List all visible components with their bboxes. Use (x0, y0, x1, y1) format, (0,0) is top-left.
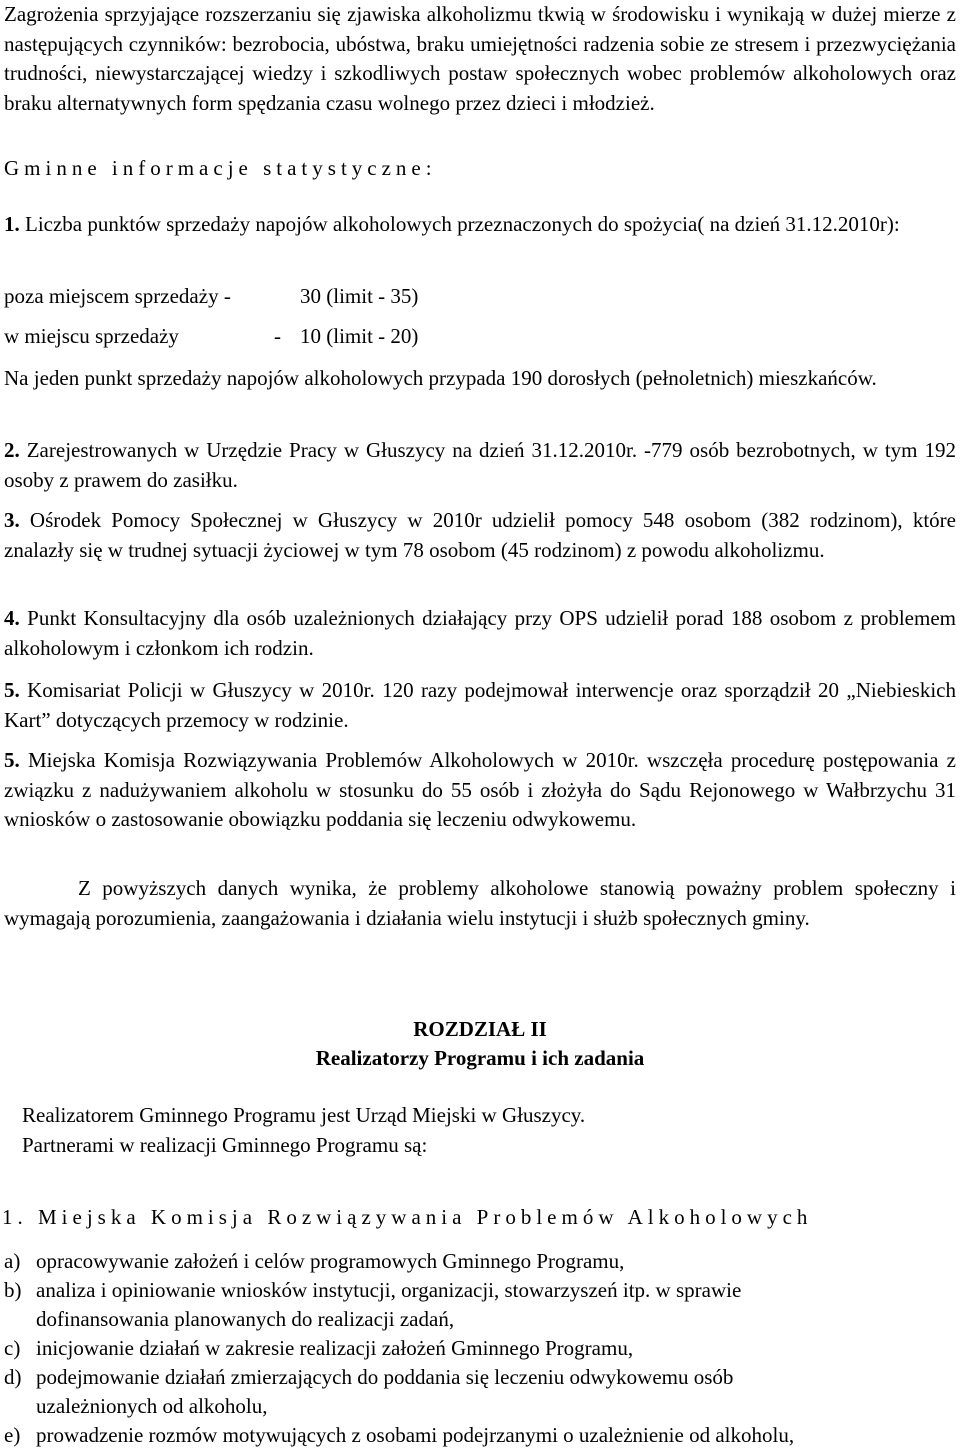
task-e (4, 1421, 794, 1451)
outlets-outside-value: 30 (limit - 35) (300, 284, 419, 308)
adults-per-outlet: Na jeden punkt sprzedaży napojów alkoholowych przypada 190 dorosłych (pełnoletnich) mieszkańców. (4, 366, 877, 390)
task-c (4, 1334, 633, 1364)
task-a (4, 1247, 624, 1277)
intro-paragraph: Zagrożenia sprzyjające rozszerzaniu się zjawiska alkoholizmu tkwią w środowisku i wynikają w dużej mierze z następujących czynników: bezrobocia, ubóstwa, braku umiejętności radzenia sobie ze stresem i przezwyciężania trudności, niewystarczającej wiedzy i szkodliwych postaw społecznych wobec problemów alkoholowych oraz braku alternatywnych form spędzania czasu wolnego przez dzieci i młodzież. (4, 2, 956, 115)
stat-text-3: Ośrodek Pomocy Społecznej w Głuszycy w 2010r udzielił pomocy 548 osobom (382 rodzinom), które znalazły się w trudnej sytuacji życiowej w tym 78 osobom (45 rodzinom) z powodu alkoholizmu. (4, 508, 956, 562)
stat-number-2: 2. (4, 438, 20, 462)
task-d-letter: d) (4, 1365, 22, 1389)
stats-heading: Gminne informacje statystyczne: (4, 156, 437, 180)
task-e-letter: e) (4, 1423, 21, 1447)
stat-number-1: 1. (4, 212, 20, 236)
task-b-continuation: dofinansowania planowanych do realizacji zadań, (36, 1307, 455, 1331)
outlets-onsite-label: w miejscu sprzedaży (4, 324, 179, 348)
task-a-letter: a) (4, 1249, 21, 1273)
stat-item-2 (4, 436, 956, 495)
task-b-letter: b) (4, 1278, 22, 1302)
task-b (4, 1276, 741, 1306)
partners-line: Partnerami w realizacji Gminnego Programu są: (22, 1133, 428, 1157)
task-b-text: analiza i opiniowanie wniosków instytucji, organizacji, stowarzyszeń itp. w sprawie (36, 1278, 742, 1302)
task-a-text: opracowywanie założeń i celów programowych Gminnego Programu, (36, 1249, 625, 1273)
task-d (4, 1363, 733, 1393)
realizer-line: Realizatorem Gminnego Programu jest Urząd Miejski w Głuszycy. (22, 1103, 586, 1127)
stat-number-3: 3. (4, 508, 20, 532)
stat-item-6 (4, 746, 956, 835)
task-c-text: inicjowanie działań w zakresie realizacji założeń Gminnego Programu, (36, 1336, 634, 1360)
outlets-onsite-dash: - (274, 324, 281, 348)
stat-text-1: Liczba punktów sprzedaży napojów alkoholowych przeznaczonych do spożycia( na dzień 31.12.2010r): (19, 212, 900, 236)
stat-number-6: 5. (4, 748, 20, 772)
outlets-onsite-value: 10 (limit - 20) (300, 324, 419, 348)
chapter-label: ROZDZIAŁ II (413, 1017, 547, 1041)
task-d-continuation: uzależnionych od alkoholu, (36, 1394, 268, 1418)
stat-item-1 (4, 210, 956, 240)
task-e-text: prowadzenie rozmów motywujących z osobami podejrzanymi o uzależnienie od alkoholu, (36, 1423, 795, 1447)
outlets-outside-row (4, 282, 418, 312)
stat-item-5 (4, 676, 956, 735)
stat-item-3 (4, 506, 956, 565)
stat-text-4: Punkt Konsultacyjny dla osób uzależnionych działający przy OPS udzielił porad 188 osobom z problemem alkoholowym i członkom ich rodzin. (4, 606, 956, 660)
commission-heading: 1. Miejska Komisja Rozwiązywania Problemów Alkoholowych (2, 1205, 813, 1229)
task-c-letter: c) (4, 1336, 21, 1360)
outlets-onsite-row (4, 322, 418, 352)
conclusion-paragraph: Z powyższych danych wynika, że problemy alkoholowe stanowią poważny problem społeczny i wymagają porozumienia, zaangażowania i działania wielu instytucji i służb społecznych gminy. (4, 876, 956, 930)
task-d-text: podejmowanie działań zmierzających do poddania się leczeniu odwykowemu osób (36, 1365, 734, 1389)
stat-number-4: 4. (4, 606, 20, 630)
stat-text-5: Komisariat Policji w Głuszycy w 2010r. 120 razy podejmował interwencje oraz sporządził 20 „Niebieskich Kart” dotyczących przemocy w rodzinie. (4, 678, 956, 732)
stat-item-4 (4, 604, 956, 663)
outlets-outside-label: poza miejscem sprzedaży - (4, 284, 231, 308)
stat-text-6: Miejska Komisja Rozwiązywania Problemów Alkoholowych w 2010r. wszczęła procedurę postępowania z związku z nadużywaniem alkoholu w stosunku do 55 osób i złożyła do Sądu Rejonowego w Wałbrzychu 31 wniosków o zastosowanie obowiązku poddania się leczeniu odwykowemu. (4, 748, 956, 831)
stat-text-2: Zarejestrowanych w Urzędzie Pracy w Głuszycy na dzień 31.12.2010r. -779 osób bezrobotnych, w tym 192 osoby z prawem do zasiłku. (4, 438, 956, 492)
stat-number-5: 5. (4, 678, 20, 702)
chapter-title: Realizatorzy Programu i ich zadania (315, 1046, 645, 1070)
